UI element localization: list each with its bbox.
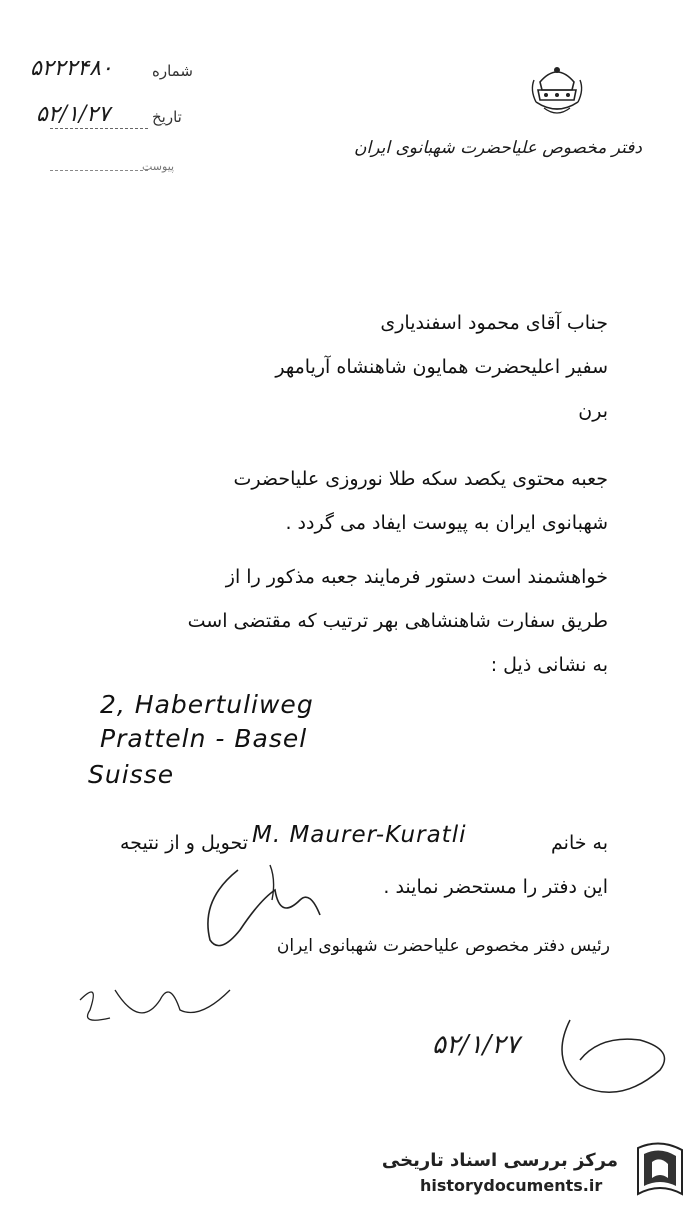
delivery-prefix: به خانم [551,832,608,854]
signature-title: رئیس دفتر مخصوص علیاحضرت شهبانوی ایران [276,936,610,956]
addressee-line-3: برن [578,400,608,422]
date-underline [50,128,148,129]
address-line-3: Suisse [88,760,175,789]
watermark-url: historydocuments.ir [420,1176,603,1195]
body-para1-line2: شهبانوی ایران به پیوست ایفاد می گردد . [285,512,608,534]
crown-emblem-icon [526,60,588,120]
body-para1-line1: جعبه محتوی یکصد سکه طلا نوروزی علیاحضرت [233,468,608,490]
delivery-suffix: تحویل و از نتیجه [120,832,248,854]
body-para2-line2: طریق سفارت شاهنشاهی بهر ترتیب که مقتضی است [187,610,608,632]
date-flourish [540,1010,680,1100]
delivery-line-2: این دفتر را مستحضر نمایند . [383,876,608,898]
book-logo-icon [630,1138,690,1200]
addressee-line-1: جناب آقای محمود اسفندیاری [380,312,608,334]
delivery-recipient: M. Maurer-Kuratli [252,822,467,848]
number-label: شماره [152,62,193,80]
signature-flourish [70,970,270,1030]
body-para2-line1: خواهشمند است دستور فرمایند جعبه مذکور را از [225,566,608,588]
number-value: ۵۲۲۲۴۸۰ [30,56,113,81]
addressee-line-2: سفیر اعلیحضرت همایون شاهنشاه آریامهر [275,356,608,378]
attachment-label: پیوست [142,160,175,173]
address-line-2: Pratteln - Basel [100,724,308,753]
date-value: ۵۲/۱/۲۷ [36,102,110,127]
date-label: تاریخ [152,108,182,126]
watermark-title: مرکز بررسی اسناد تاریخی [381,1150,618,1171]
handwritten-date: ۵۲/۱/۲۷ [432,1030,520,1060]
address-line-1: 2, Habertuliweg [100,690,314,719]
body-para2-line3: به نشانی ذیل : [490,654,608,676]
office-title: دفتر مخصوص علیاحضرت شهبانوی ایران [354,138,642,158]
attachment-line [50,170,148,171]
